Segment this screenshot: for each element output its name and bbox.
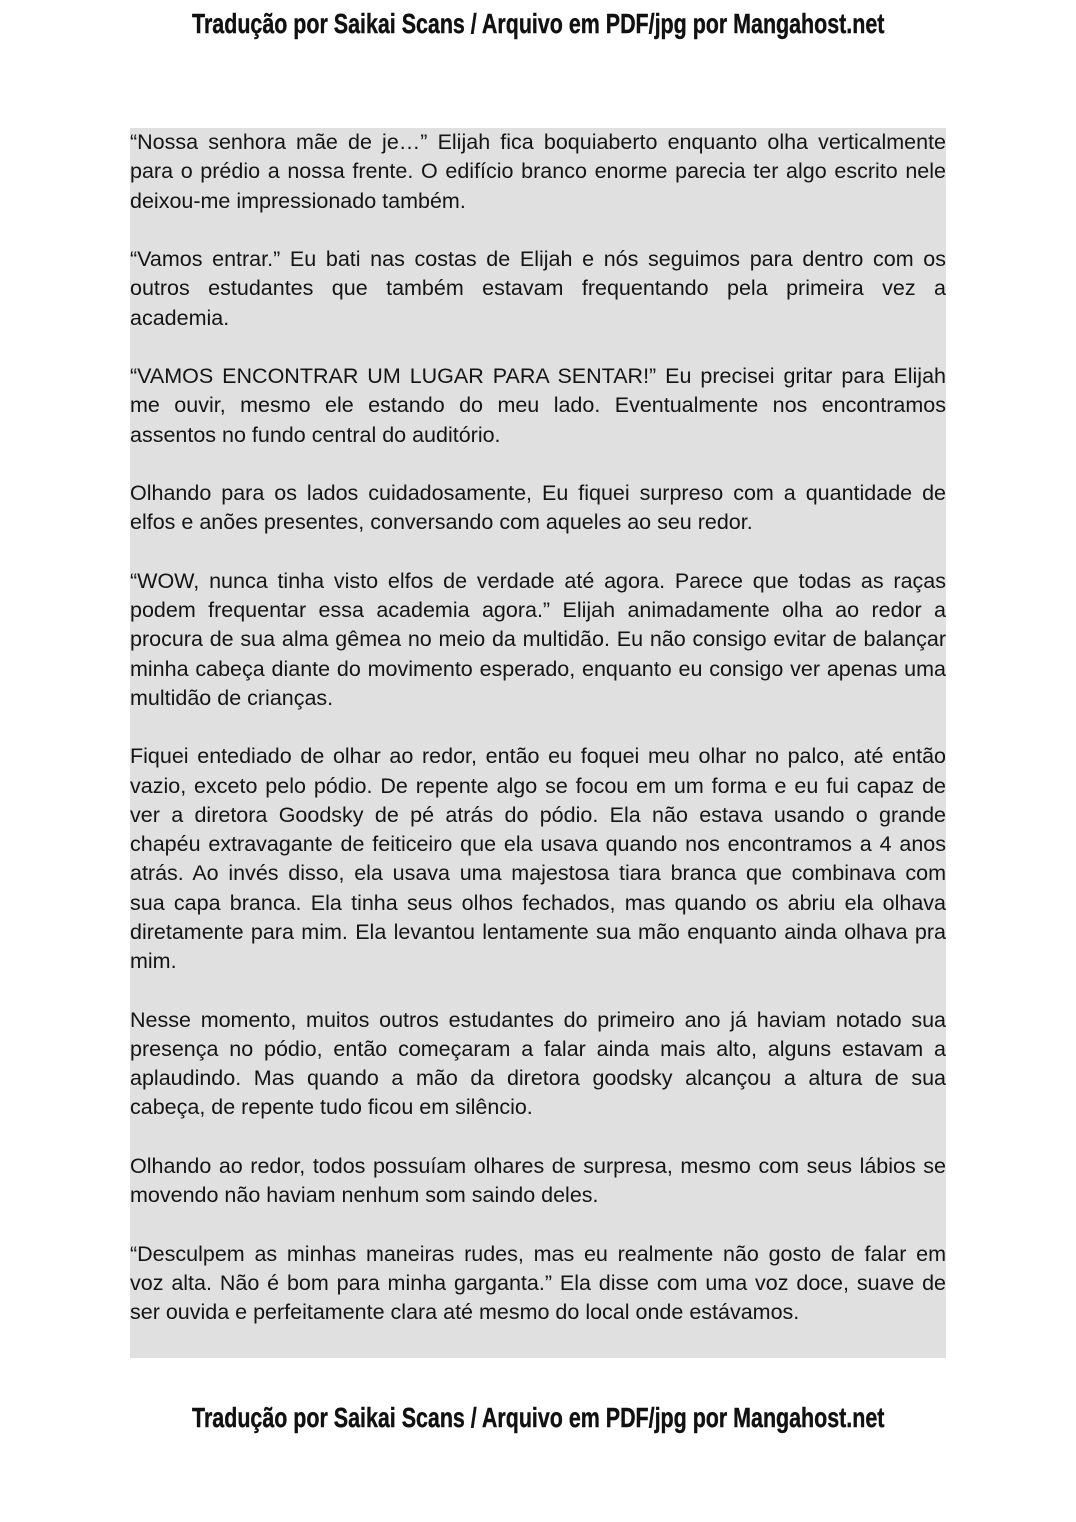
paragraph-3 <box>130 362 946 450</box>
paragraph-5 <box>130 567 946 713</box>
text-line: multidão de crianças. <box>130 685 334 710</box>
text-line: “Desculpem as minhas maneiras rudes, mas eu realmente não gosto de falar em <box>130 1241 946 1266</box>
text-line: assentos no fundo central do auditório. <box>130 422 501 447</box>
text-line: cabeça, de repente tudo ficou em silêncio. <box>130 1095 533 1120</box>
text-line: Fiquei entediado de olhar ao redor, então eu foquei meu olhar no palco, até então <box>130 744 946 769</box>
text-line: ser ouvida e perfeitamente clara até mesmo do local onde estávamos. <box>130 1300 800 1324</box>
text-line: podem frequentar essa academia agora.” Elijah animadamente olha ao redor a <box>130 598 946 622</box>
text-line: ver a diretora Goodsky de pé atrás do pódio. Ela não estava usando o grande <box>130 802 946 827</box>
text-line: sua capa branca. Ela tinha seus olhos fechados, mas quando os abriu ela olhava <box>130 890 946 915</box>
text-line: chapéu extravagante de feiticeiro que ela usava quando nos encontramos a 4 anos <box>130 832 946 856</box>
page-header <box>0 6 1076 42</box>
text-line: “Vamos entrar.” Eu bati nas costas de Elijah e nós seguimos para dentro com os <box>130 247 946 271</box>
paragraph-2 <box>130 245 946 333</box>
header-credit: Tradução por Saikai Scans / Arquivo em PDF/jpg por Mangahost.net <box>191 8 885 39</box>
text-line: outros estudantes que também estavam frequentando pela primeira vez a <box>130 276 946 301</box>
text-line: mim. <box>130 949 177 973</box>
paragraph-4 <box>130 479 946 538</box>
text-line: presença no pódio, então começaram a falar ainda mais alto, alguns estavam a <box>130 1036 946 1061</box>
paragraph-6 <box>130 742 946 976</box>
text-line: “WOW, nunca tinha visto elfos de verdade até agora. Parece que todas as raças <box>130 568 946 593</box>
text-line: vazio, exceto pelo pódio. De repente algo se focou em um forma e eu fui capaz de <box>130 773 946 798</box>
page-footer <box>0 1400 1076 1436</box>
text-line: me ouvir, mesmo ele estando do meu lado. Eventualmente nos encontramos <box>130 393 946 418</box>
text-line: minha cabeça diante do movimento esperado, enquanto eu consigo ver apenas uma <box>130 656 946 681</box>
text-line: diretamente para mim. Ela levantou lentamente sua mão enquanto ainda olhava pra <box>130 919 946 944</box>
text-line: academia. <box>130 305 230 330</box>
text-panel <box>130 128 946 1358</box>
text-line: atrás. Ao invés disso, ela usava uma majestosa tiara branca que combinava com <box>130 861 946 886</box>
text-line: “VAMOS ENCONTRAR UM LUGAR PARA SENTAR!” Eu precisei gritar para Elijah <box>130 364 946 388</box>
paragraph-7 <box>130 1006 946 1123</box>
text-line: deixou-me impressionado também. <box>130 188 466 213</box>
text-line: Olhando ao redor, todos possuíam olhares de surpresa, mesmo com seus lábios se <box>130 1153 946 1178</box>
text-line: Olhando para os lados cuidadosamente, Eu fiquei surpreso com a quantidade de <box>130 481 946 505</box>
text-line: voz alta. Não é bom para minha garganta.” Ela disse com uma voz doce, suave de <box>130 1270 946 1295</box>
text-line: Nesse momento, muitos outros estudantes do primeiro ano já haviam notado sua <box>130 1007 946 1032</box>
text-line: procura de sua alma gêmea no meio da multidão. Eu não consigo evitar de balançar <box>130 627 946 652</box>
paragraph-8 <box>130 1152 946 1211</box>
text-line: aplaudindo. Mas quando a mão da diretora goodsky alcançou a altura de sua <box>130 1066 946 1090</box>
paragraph-9 <box>130 1240 946 1328</box>
paragraph-1 <box>130 128 946 216</box>
text-line: “Nossa senhora mãe de je…” Elijah fica boquiaberto enquanto olha verticalmente <box>130 130 946 154</box>
text-line: movendo não haviam nenhum som saindo deles. <box>130 1183 599 1207</box>
text-line: elfos e anões presentes, conversando com aqueles ao seu redor. <box>130 510 753 535</box>
text-line: para o prédio a nossa frente. O edifício branco enorme parecia ter algo escrito nele <box>130 159 946 184</box>
footer-credit: Tradução por Saikai Scans / Arquivo em PDF/jpg por Mangahost.net <box>191 1402 885 1433</box>
